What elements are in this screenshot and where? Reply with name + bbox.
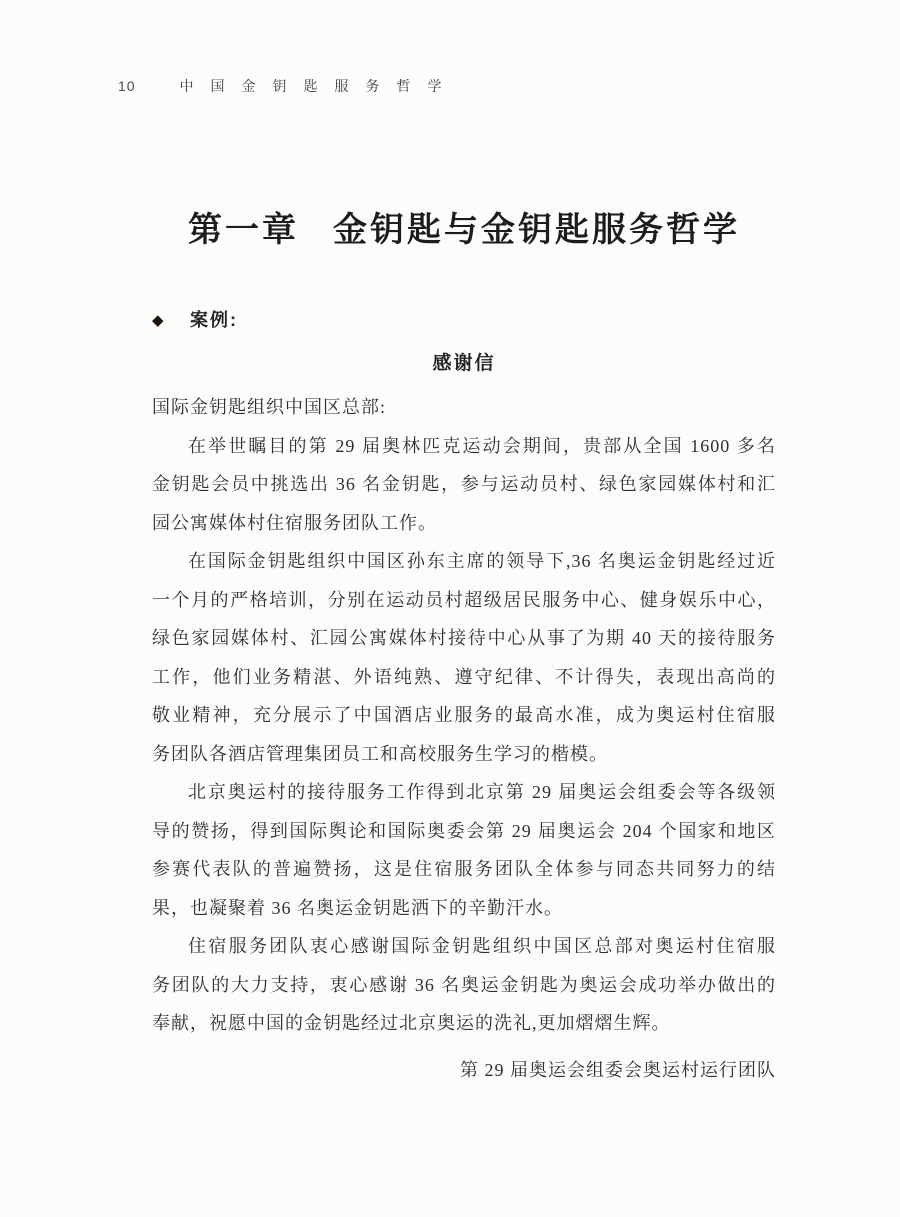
letter-line: 奉献，祝愿中国的金钥匙经过北京奥运的洗礼,更加熠熠生辉。 <box>152 1013 671 1033</box>
page-content <box>152 210 776 1089</box>
letter-line: 工作，他们业务精湛、外语纯熟、遵守纪律、不计得失，表现出高尚的 <box>152 666 776 687</box>
chapter-name: 金钥匙与金钥匙服务哲学 <box>333 211 740 249</box>
page-header <box>118 76 900 98</box>
letter-line: 一个月的严格培训，分别在运动员村超级居民服务中心、健身娱乐中心， <box>152 589 776 610</box>
letter-body <box>152 388 776 1089</box>
letter-line: 务团队各酒店管理集团员工和高校服务生学习的楷模。 <box>152 743 608 764</box>
letter-line: 在国际金钥匙组织中国区孙东主席的领导下,36 名奥运金钥匙经过近 <box>188 551 776 571</box>
letter-line: 果，也凝聚着 36 名奥运金钥匙洒下的辛勤汗水。 <box>152 897 563 918</box>
letter-line: 北京奥运村的接待服务工作得到北京第 29 届奥运会组委会等各级领 <box>188 782 776 802</box>
diamond-bullet-icon: ◆ <box>152 312 164 329</box>
letter-line: 务团队的大力支持，衷心感谢 36 名奥运金钥匙为奥运会成功举办做出的 <box>152 974 776 995</box>
letter-line: 在举世瞩目的第 29 届奥林匹克运动会期间，贵部从全国 1600 多名 <box>188 435 776 456</box>
running-head: 中国金钥匙服务哲学 <box>179 78 459 94</box>
letter-line: 导的赞扬，得到国际舆论和国际奥委会第 29 届奥运会 204 个国家和地区 <box>152 820 776 841</box>
chapter-title <box>152 210 776 250</box>
letter-salutation: 国际金钥匙组织中国区总部: <box>152 397 386 417</box>
letter-line: 园公寓媒体村住宿服务团队工作。 <box>152 512 437 533</box>
letter-title: 感谢信 <box>432 353 496 374</box>
letter-line: 住宿服务团队衷心感谢国际金钥匙组织中国区总部对奥运村住宿服 <box>188 936 776 956</box>
letter-line: 参赛代表队的普遍赞扬，这是住宿服务团队全体参与同态共同努力的结 <box>152 859 776 879</box>
letter-line: 绿色家园媒体村、汇园公寓媒体村接待中心从事了为期 40 天的接待服务 <box>152 628 776 648</box>
letter-line: 敬业精神，充分展示了中国酒店业服务的最高水准，成为奥运村住宿服 <box>152 705 776 725</box>
chapter-label: 第一章 <box>188 211 299 249</box>
case-label-row <box>152 306 776 330</box>
page-number: 10 <box>118 78 136 94</box>
letter-line: 金钥匙会员中挑选出 36 名金钥匙，参与运动员村、绿色家园媒体村和汇 <box>152 474 776 494</box>
case-label: 案例: <box>190 310 238 330</box>
letter-signature: 第 29 届奥运会组委会奥运村运行团队 <box>460 1059 776 1080</box>
